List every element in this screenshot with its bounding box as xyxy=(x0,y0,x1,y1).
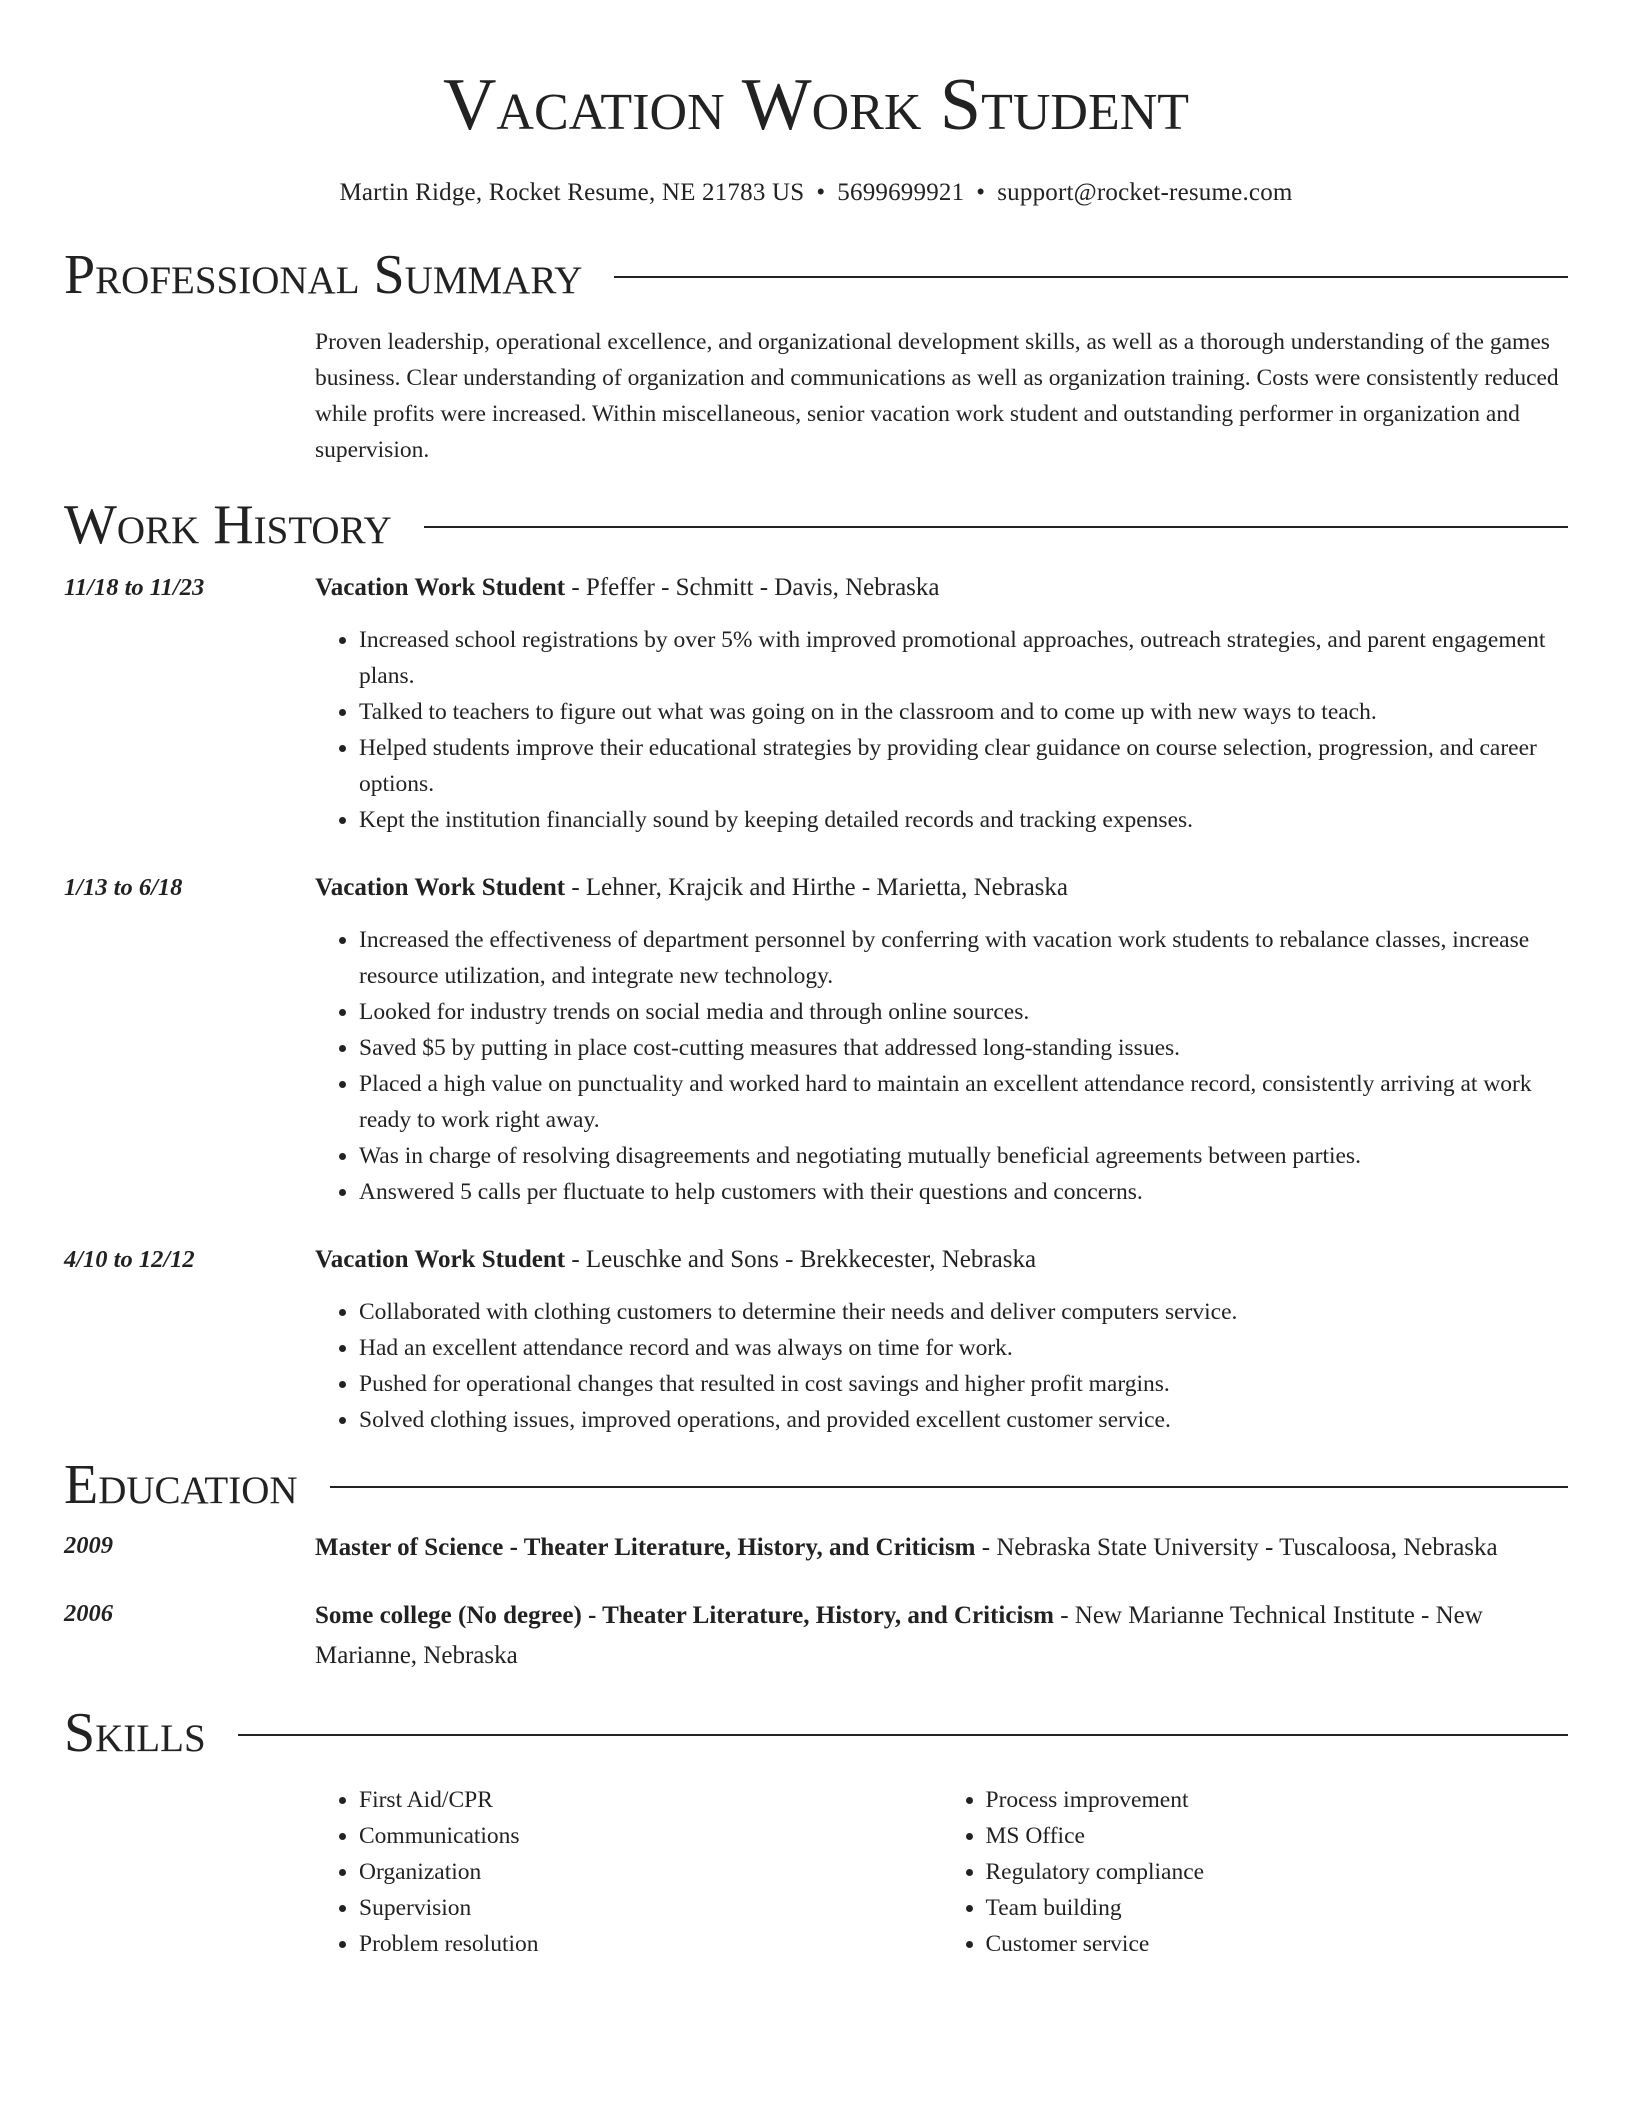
skill-item: • First Aid/CPR xyxy=(359,1782,942,1818)
contact-separator: • xyxy=(816,179,826,206)
education-entry xyxy=(64,1528,1568,1568)
contact-address: Martin Ridge, Rocket Resume, NE 21783 US xyxy=(339,179,805,206)
education-section-header xyxy=(64,1452,1568,1518)
job-title-line xyxy=(315,1242,1568,1278)
job-bullet: • Talked to teachers to figure out what was going on in the classroom and to come up with new ways to teach. xyxy=(359,694,1568,730)
contact-email[interactable]: support@rocket-resume.com xyxy=(997,179,1293,206)
education-line xyxy=(315,1528,1568,1568)
job-bullets xyxy=(315,922,1568,1210)
skill-item: • Organization xyxy=(359,1854,942,1890)
job-title-line xyxy=(315,570,1568,606)
skill-item: • Customer service xyxy=(986,1926,1569,1962)
education-degree: Some college (No degree) - Theater Literature, History, and Criticism xyxy=(315,1602,1054,1629)
contact-line xyxy=(64,176,1568,210)
job-entry xyxy=(64,870,1568,1210)
job-bullet: • Had an excellent attendance record and was always on time for work. xyxy=(359,1330,1568,1366)
skill-item: • MS Office xyxy=(986,1818,1569,1854)
job-bullet: • Saved $5 by putting in place cost-cutting measures that addressed long-standing issues. xyxy=(359,1030,1568,1066)
job-title-line xyxy=(315,870,1568,906)
job-date: 11/18 to 11/23 xyxy=(64,574,205,601)
skill-item: • Communications xyxy=(359,1818,942,1854)
section-divider xyxy=(330,1486,1568,1488)
contact-phone: 5699699921 xyxy=(837,179,965,206)
skills-heading: Skills xyxy=(64,1702,206,1764)
job-details: - Lehner, Krajcik and Hirthe - Marietta, Nebraska xyxy=(565,874,1069,901)
contact-separator: • xyxy=(976,179,986,206)
job-bullet: • Placed a high value on punctuality and worked hard to maintain an excellent attendance record, consistently arriving at work ready to work right away. xyxy=(359,1066,1568,1138)
job-bullet: • Solved clothing issues, improved operations, and provided excellent customer service. xyxy=(359,1402,1568,1438)
education-entry xyxy=(64,1596,1568,1676)
education-year: 2006 xyxy=(64,1600,113,1627)
skill-item: • Team building xyxy=(986,1890,1569,1926)
candidate-name: Vacation Work Student xyxy=(442,64,1190,146)
skill-item: • Problem resolution xyxy=(359,1926,942,1962)
skills-list xyxy=(315,1782,1568,1962)
job-bullet: • Kept the institution financially sound by keeping detailed records and tracking expenses. xyxy=(359,802,1568,838)
job-details: - Pfeffer - Schmitt - Davis, Nebraska xyxy=(565,574,940,601)
education-heading: Education xyxy=(64,1454,298,1516)
section-divider xyxy=(614,276,1568,278)
job-bullet: • Looked for industry trends on social media and through online sources. xyxy=(359,994,1568,1030)
job-bullet: • Collaborated with clothing customers to determine their needs and deliver computers service. xyxy=(359,1294,1568,1330)
job-entry xyxy=(64,1242,1568,1438)
job-bullet: • Was in charge of resolving disagreements and negotiating mutually beneficial agreements between parties. xyxy=(359,1138,1568,1174)
job-title: Vacation Work Student xyxy=(315,874,566,901)
education-details: - Nebraska State University - Tuscaloosa, Nebraska xyxy=(975,1534,1498,1561)
summary-text: Proven leadership, operational excellence, and organizational development skills, as well as a thorough understanding of the games business. Clear understanding of organization and communications as well as organization training. Costs were consistently reduced while profits were increased. Within miscellaneous, senior vacation work student and outstanding performer in organization and supervision. xyxy=(315,329,1559,463)
job-bullet: • Increased school registrations by over 5% with improved promotional approaches, outreach strategies, and parent engagement plans. xyxy=(359,622,1568,694)
skills-section-header xyxy=(64,1700,1568,1766)
job-bullet: • Increased the effectiveness of department personnel by conferring with vacation work students to rebalance classes, increase resource utilization, and integrate new technology. xyxy=(359,922,1568,994)
education-degree: Master of Science - Theater Literature, History, and Criticism xyxy=(315,1534,976,1561)
section-divider xyxy=(238,1734,1568,1736)
job-bullet: • Pushed for operational changes that resulted in cost savings and higher profit margins. xyxy=(359,1366,1568,1402)
skills-column-left xyxy=(315,1782,942,1962)
job-bullet: • Helped students improve their educational strategies by providing clear guidance on course selection, progression, and career options. xyxy=(359,730,1568,802)
skill-item: • Process improvement xyxy=(986,1782,1569,1818)
job-details: - Leuschke and Sons - Brekkecester, Nebraska xyxy=(565,1246,1037,1273)
job-title: Vacation Work Student xyxy=(315,1246,566,1273)
job-bullet: • Answered 5 calls per fluctuate to help customers with their questions and concerns. xyxy=(359,1174,1568,1210)
job-date: 1/13 to 6/18 xyxy=(64,874,183,901)
summary-section-header xyxy=(64,242,1568,308)
summary-heading: Professional Summary xyxy=(64,244,583,306)
job-entry xyxy=(64,570,1568,838)
work-section-header xyxy=(64,492,1568,558)
job-title: Vacation Work Student xyxy=(315,574,566,601)
education-details: - New Marianne Technical Institute - New Marianne, Nebraska xyxy=(315,1602,1483,1669)
job-body xyxy=(315,870,1568,1210)
skill-item: • Supervision xyxy=(359,1890,942,1926)
job-date: 4/10 to 12/12 xyxy=(64,1246,195,1273)
job-body xyxy=(315,570,1568,838)
section-divider xyxy=(424,526,1568,528)
education-line xyxy=(315,1596,1568,1676)
job-bullets xyxy=(315,1294,1568,1438)
work-heading: Work History xyxy=(64,494,392,556)
education-year: 2009 xyxy=(64,1532,113,1559)
skill-item: • Regulatory compliance xyxy=(986,1854,1569,1890)
skills-column-right xyxy=(942,1782,1569,1962)
job-body xyxy=(315,1242,1568,1438)
job-bullets xyxy=(315,622,1568,838)
